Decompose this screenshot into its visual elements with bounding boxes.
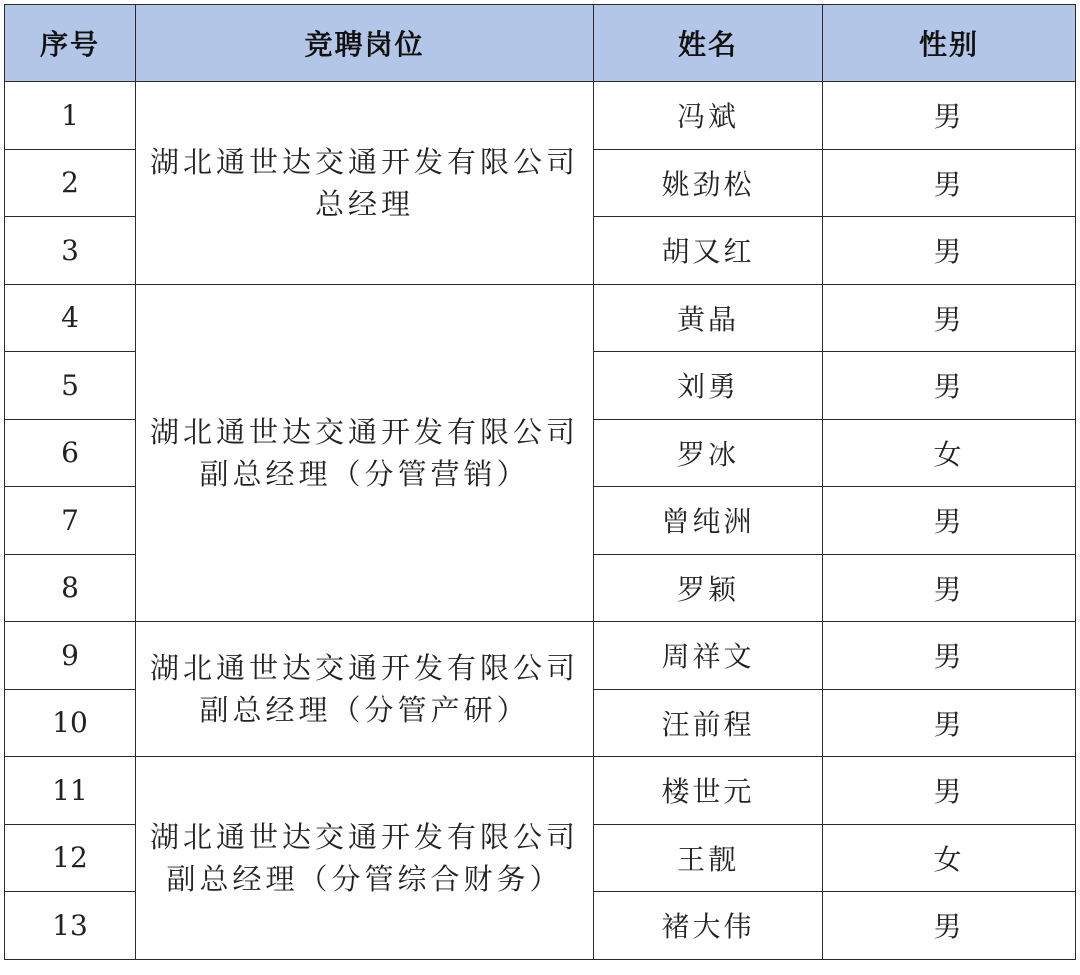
row-name: 汪前程 xyxy=(594,689,823,757)
row-seq: 9 xyxy=(5,622,136,690)
position-title: 副总经理（分管综合财务） xyxy=(166,861,563,896)
position-title: 副总经理（分管产研） xyxy=(199,693,530,727)
row-name: 刘勇 xyxy=(594,352,823,420)
row-gender: 男 xyxy=(823,487,1076,555)
row-seq: 10 xyxy=(5,689,136,757)
row-seq: 2 xyxy=(5,149,136,217)
row-name: 楼世元 xyxy=(594,757,823,825)
position-company: 湖北通世达交通开发有限公司 xyxy=(149,651,579,685)
row-name: 王靓 xyxy=(594,824,823,892)
row-gender: 男 xyxy=(823,352,1076,420)
row-gender: 男 xyxy=(823,757,1076,825)
position-cell xyxy=(136,284,594,622)
row-seq: 1 xyxy=(5,82,136,150)
header-row xyxy=(5,5,1076,82)
candidates-table xyxy=(4,4,1076,960)
row-gender: 男 xyxy=(823,284,1076,352)
row-name: 黄晶 xyxy=(594,284,823,352)
table-row xyxy=(5,622,1076,690)
table-row xyxy=(5,757,1076,825)
row-gender: 男 xyxy=(823,554,1076,622)
row-gender: 男 xyxy=(823,892,1076,960)
row-gender: 女 xyxy=(823,419,1076,487)
row-seq: 7 xyxy=(5,487,136,555)
row-gender: 女 xyxy=(823,824,1076,892)
position-cell xyxy=(136,82,594,285)
row-gender: 男 xyxy=(823,689,1076,757)
position-title: 副总经理（分管营销） xyxy=(199,456,530,491)
row-seq: 6 xyxy=(5,419,136,487)
row-seq: 5 xyxy=(5,352,136,420)
row-name: 周祥文 xyxy=(594,622,823,690)
header-name: 姓名 xyxy=(594,5,823,82)
position-title: 总经理 xyxy=(314,186,414,221)
row-name: 曾纯洲 xyxy=(594,487,823,555)
row-gender: 男 xyxy=(823,217,1076,285)
row-seq: 11 xyxy=(5,757,136,825)
row-name: 罗冰 xyxy=(594,419,823,487)
row-name: 姚劲松 xyxy=(594,149,823,217)
row-name: 胡又红 xyxy=(594,217,823,285)
row-gender: 男 xyxy=(823,149,1076,217)
row-gender: 男 xyxy=(823,622,1076,690)
position-company: 湖北通世达交通开发有限公司 xyxy=(149,414,579,449)
header-seq: 序号 xyxy=(5,5,136,82)
row-name: 冯斌 xyxy=(594,82,823,150)
table-row xyxy=(5,82,1076,150)
row-seq: 3 xyxy=(5,217,136,285)
row-seq: 13 xyxy=(5,892,136,960)
header-position: 竞聘岗位 xyxy=(136,5,594,82)
row-seq: 12 xyxy=(5,824,136,892)
row-gender: 男 xyxy=(823,82,1076,150)
header-gender: 性别 xyxy=(823,5,1076,82)
row-name: 褚大伟 xyxy=(594,892,823,960)
position-cell xyxy=(136,622,594,757)
position-company: 湖北通世达交通开发有限公司 xyxy=(149,819,579,854)
row-name: 罗颖 xyxy=(594,554,823,622)
table-row xyxy=(5,284,1076,352)
position-cell xyxy=(136,757,594,960)
position-company: 湖北通世达交通开发有限公司 xyxy=(149,144,579,179)
row-seq: 8 xyxy=(5,554,136,622)
row-seq: 4 xyxy=(5,284,136,352)
